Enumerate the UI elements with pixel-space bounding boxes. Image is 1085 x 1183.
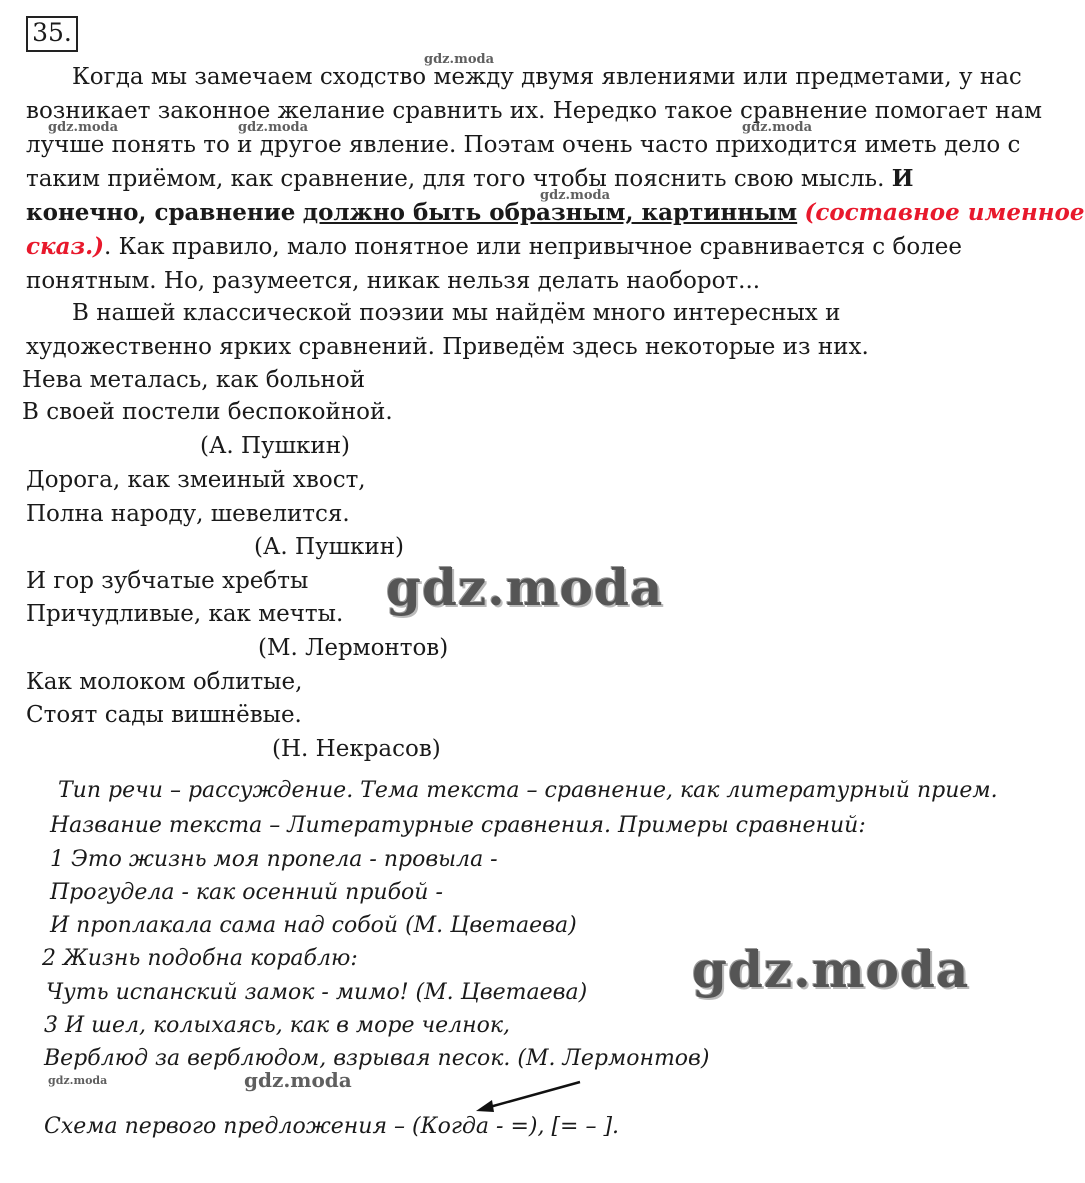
quote-4-line-1: Как молоком облитые, xyxy=(26,669,303,695)
quote-1-author: (А. Пушкин) xyxy=(200,433,350,459)
quote-1-line-2: В своей постели беспокойной. xyxy=(22,399,393,425)
arrow-icon xyxy=(470,1078,590,1118)
p1-line-5 xyxy=(26,199,1085,227)
p2-line-2: художественно ярких сравнений. Приведём здесь некоторые из них. xyxy=(26,334,869,360)
watermark-small: gdz.moda xyxy=(424,52,495,67)
answer-line-4: Прогудела - как осенний прибой - xyxy=(50,880,443,905)
answer-line-1: Тип речи – рассуждение. Тема текста – сравнение, как литературный прием. xyxy=(58,778,998,803)
quote-3-author: (М. Лермонтов) xyxy=(258,635,449,661)
answer-line-5: И проплакала сама над собой (М. Цветаева) xyxy=(50,913,577,938)
quote-4-line-2: Стоят сады вишнёвые. xyxy=(26,702,302,728)
p1-line-6 xyxy=(26,233,962,261)
sentence-subject: конечно, сравнение xyxy=(26,199,296,226)
p1-line-4 xyxy=(26,165,913,193)
answer-line-3: 1 Это жизнь моя пропела - провыла - xyxy=(50,847,498,872)
watermark-small: gdz.moda xyxy=(742,120,813,135)
watermark-small: gdz.moda xyxy=(540,188,611,203)
answer-line-10: Схема первого предложения – (Когда - =), [= – ]. xyxy=(44,1114,620,1139)
p1-line-6-text: . Как правило, мало понятное или непривычное сравнивается с более xyxy=(104,234,963,260)
watermark-small: gdz.moda xyxy=(48,1074,108,1087)
quote-2-line-2: Полна народу, шевелится. xyxy=(26,501,350,527)
p1-line-4-bold: И xyxy=(891,165,914,192)
quote-3-line-1: И гор зубчатые хребты xyxy=(26,568,309,594)
answer-line-9: Верблюд за верблюдом, взрывая песок. (М. Лермонтов) xyxy=(44,1046,710,1071)
p1-line-4-text: таким приёмом, как сравнение, для того чтобы пояснить свою мысль. xyxy=(26,166,885,192)
answer-line-8: 3 И шел, колыхаясь, как в море челнок, xyxy=(44,1013,511,1038)
compound-predicate: должно быть образным, картинным xyxy=(302,199,798,226)
answer-line-7: Чуть испанский замок - мимо! (М. Цветаева) xyxy=(46,980,588,1005)
p1-line-3: лучше понять то и другое явление. Поэтам очень часто приходится иметь дело с xyxy=(26,132,1021,158)
predicate-note: (составное именное xyxy=(804,199,1085,226)
answer-line-6: 2 Жизнь подобна кораблю: xyxy=(42,946,358,971)
quote-3-line-2: Причудливые, как мечты. xyxy=(26,601,344,627)
p2-line-1: В нашей классической поэзии мы найдём много интересных и xyxy=(72,300,841,326)
p1-line-7: понятным. Но, разумеется, никак нельзя делать наоборот... xyxy=(26,268,761,294)
quote-4-author: (Н. Некрасов) xyxy=(272,736,441,762)
answer-line-2: Название текста – Литературные сравнения. Примеры сравнений: xyxy=(50,813,866,838)
task-number: 35. xyxy=(26,16,78,52)
p1-line-1: Когда мы замечаем сходство между двумя явлениями или предметами, у нас xyxy=(72,64,1022,90)
watermark-small: gdz.moda xyxy=(244,1068,352,1092)
quote-2-line-1: Дорога, как змеиный хвост, xyxy=(26,467,366,493)
watermark-small: gdz.moda xyxy=(238,120,309,135)
quote-1-line-1: Нева металась, как больной xyxy=(22,367,366,393)
p1-line-2: возникает законное желание сравнить их. Нередко такое сравнение помогает нам xyxy=(26,98,1043,124)
watermark-large: gdz.moda xyxy=(692,940,970,999)
watermark-small: gdz.moda xyxy=(48,120,119,135)
predicate-note-end: сказ.) xyxy=(26,233,105,260)
watermark-large: gdz.moda xyxy=(386,558,664,617)
quote-2-author: (А. Пушкин) xyxy=(254,534,404,560)
